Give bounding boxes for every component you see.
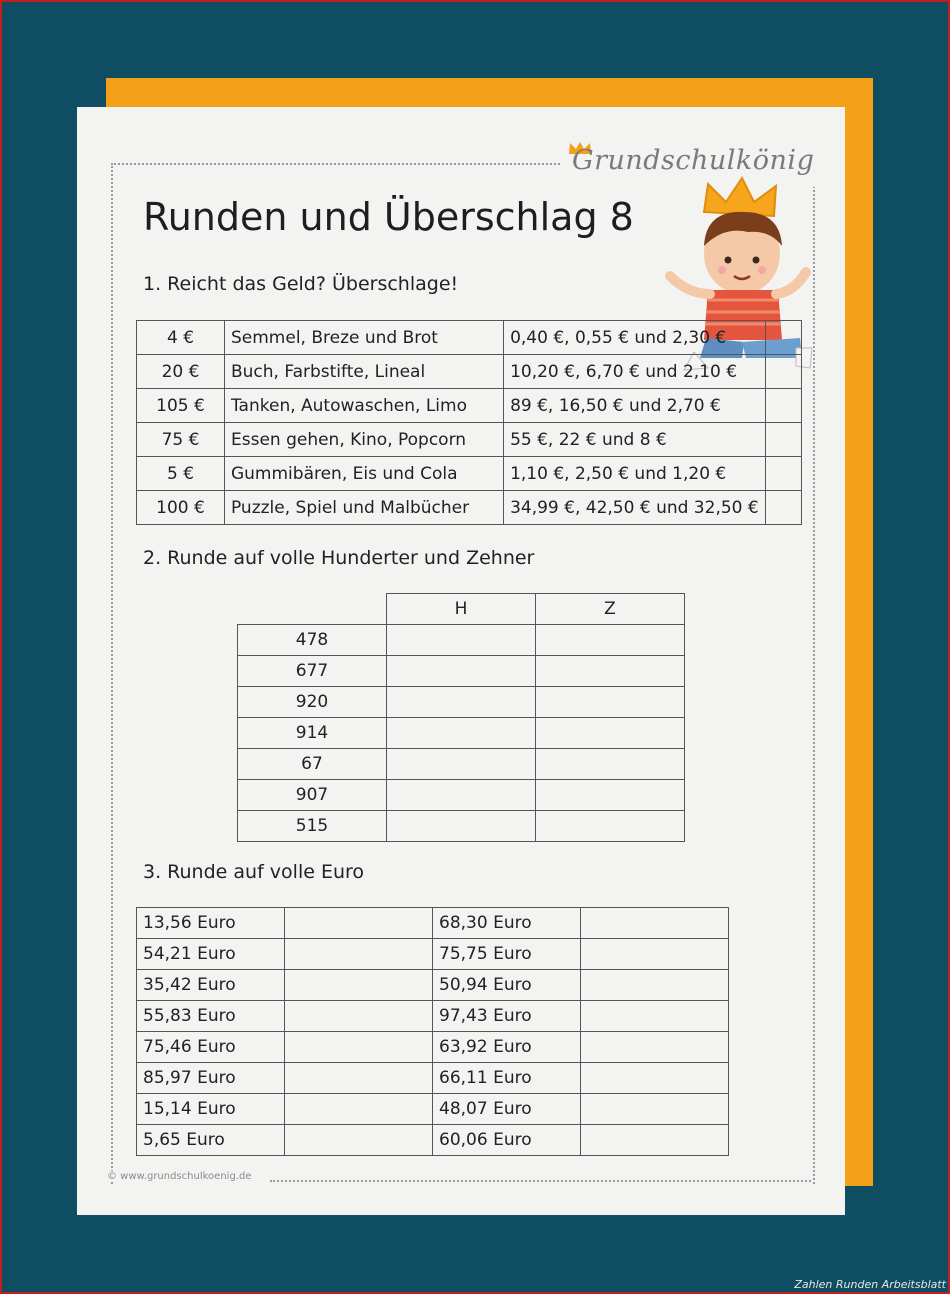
table-row bbox=[137, 908, 729, 939]
euro-value: 48,07 Euro bbox=[433, 1094, 581, 1125]
answer-cell[interactable] bbox=[581, 908, 729, 939]
euro-value: 55,83 Euro bbox=[137, 1001, 285, 1032]
number-cell: 907 bbox=[238, 780, 387, 811]
answer-cell[interactable] bbox=[285, 1125, 433, 1156]
item-prices: 10,20 €, 6,70 € und 2,10 € bbox=[504, 355, 766, 389]
column-header-z: Z bbox=[536, 594, 685, 625]
table-row bbox=[137, 970, 729, 1001]
answer-cell[interactable] bbox=[285, 1001, 433, 1032]
budget-amount: 20 € bbox=[137, 355, 225, 389]
euro-value: 13,56 Euro bbox=[137, 908, 285, 939]
table-row bbox=[238, 749, 685, 780]
table-row bbox=[137, 1032, 729, 1063]
image-caption: Zahlen Runden Arbeitsblatt bbox=[794, 1278, 946, 1291]
euro-value: 66,11 Euro bbox=[433, 1063, 581, 1094]
answer-cell[interactable] bbox=[765, 423, 801, 457]
column-header-h: H bbox=[387, 594, 536, 625]
purchase-items: Buch, Farbstifte, Lineal bbox=[224, 355, 503, 389]
answer-cell[interactable] bbox=[285, 970, 433, 1001]
number-cell: 515 bbox=[238, 811, 387, 842]
budget-amount: 4 € bbox=[137, 321, 225, 355]
table-row bbox=[238, 811, 685, 842]
table-row bbox=[137, 321, 802, 355]
answer-cell-h[interactable] bbox=[387, 656, 536, 687]
euro-value: 60,06 Euro bbox=[433, 1125, 581, 1156]
table-row bbox=[137, 1063, 729, 1094]
answer-cell[interactable] bbox=[285, 908, 433, 939]
number-cell: 914 bbox=[238, 718, 387, 749]
answer-cell-h[interactable] bbox=[387, 780, 536, 811]
table-row bbox=[137, 389, 802, 423]
item-prices: 34,99 €, 42,50 € und 32,50 € bbox=[504, 491, 766, 525]
number-cell: 67 bbox=[238, 749, 387, 780]
number-cell: 920 bbox=[238, 687, 387, 718]
item-prices: 89 €, 16,50 € und 2,70 € bbox=[504, 389, 766, 423]
budget-amount: 105 € bbox=[137, 389, 225, 423]
answer-cell[interactable] bbox=[581, 1094, 729, 1125]
purchase-items: Gummibären, Eis und Cola bbox=[224, 457, 503, 491]
table-row bbox=[137, 1125, 729, 1156]
table-row bbox=[238, 656, 685, 687]
answer-cell-z[interactable] bbox=[536, 749, 685, 780]
answer-cell[interactable] bbox=[765, 457, 801, 491]
budget-amount: 75 € bbox=[137, 423, 225, 457]
section1-heading: 1. Reicht das Geld? Überschlage! bbox=[143, 273, 459, 295]
dotted-frame-bottom bbox=[270, 1180, 811, 1182]
brand-name: Grundschulkönig bbox=[572, 145, 815, 176]
euro-value: 5,65 Euro bbox=[137, 1125, 285, 1156]
euro-value: 68,30 Euro bbox=[433, 908, 581, 939]
answer-cell[interactable] bbox=[581, 939, 729, 970]
euro-rounding-table bbox=[136, 907, 729, 1156]
answer-cell[interactable] bbox=[285, 1094, 433, 1125]
euro-value: 75,46 Euro bbox=[137, 1032, 285, 1063]
euro-value: 75,75 Euro bbox=[433, 939, 581, 970]
table-row bbox=[137, 355, 802, 389]
euro-value: 35,42 Euro bbox=[137, 970, 285, 1001]
answer-cell[interactable] bbox=[581, 1001, 729, 1032]
empty-header-cell bbox=[238, 594, 387, 625]
answer-cell[interactable] bbox=[285, 1032, 433, 1063]
table-row bbox=[137, 1001, 729, 1032]
answer-cell[interactable] bbox=[765, 389, 801, 423]
answer-cell-h[interactable] bbox=[387, 811, 536, 842]
euro-value: 63,92 Euro bbox=[433, 1032, 581, 1063]
table-row bbox=[137, 939, 729, 970]
euro-value: 15,14 Euro bbox=[137, 1094, 285, 1125]
answer-cell[interactable] bbox=[581, 1125, 729, 1156]
answer-cell-h[interactable] bbox=[387, 687, 536, 718]
table-row bbox=[137, 1094, 729, 1125]
euro-value: 54,21 Euro bbox=[137, 939, 285, 970]
answer-cell[interactable] bbox=[765, 491, 801, 525]
number-cell: 478 bbox=[238, 625, 387, 656]
table-row bbox=[238, 780, 685, 811]
answer-cell-h[interactable] bbox=[387, 625, 536, 656]
page-title: Runden und Überschlag 8 bbox=[143, 195, 634, 239]
budget-amount: 5 € bbox=[137, 457, 225, 491]
budget-amount: 100 € bbox=[137, 491, 225, 525]
table-row bbox=[137, 457, 802, 491]
answer-cell-z[interactable] bbox=[536, 687, 685, 718]
item-prices: 0,40 €, 0,55 € und 2,30 € bbox=[504, 321, 766, 355]
table-row bbox=[238, 718, 685, 749]
table-row bbox=[238, 625, 685, 656]
euro-value: 85,97 Euro bbox=[137, 1063, 285, 1094]
euro-value: 50,94 Euro bbox=[433, 970, 581, 1001]
section3-heading: 3. Runde auf volle Euro bbox=[143, 861, 365, 883]
answer-cell-z[interactable] bbox=[536, 625, 685, 656]
answer-cell-z[interactable] bbox=[536, 811, 685, 842]
answer-cell[interactable] bbox=[765, 355, 801, 389]
item-prices: 1,10 €, 2,50 € und 1,20 € bbox=[504, 457, 766, 491]
answer-cell-h[interactable] bbox=[387, 749, 536, 780]
answer-cell-z[interactable] bbox=[536, 718, 685, 749]
answer-cell[interactable] bbox=[581, 1063, 729, 1094]
copyright-footer: © www.grundschulkoenig.de bbox=[107, 1171, 255, 1182]
budget-table bbox=[136, 320, 802, 525]
answer-cell[interactable] bbox=[285, 939, 433, 970]
answer-cell-z[interactable] bbox=[536, 780, 685, 811]
answer-cell[interactable] bbox=[285, 1063, 433, 1094]
answer-cell-h[interactable] bbox=[387, 718, 536, 749]
table-header-row bbox=[238, 594, 685, 625]
answer-cell[interactable] bbox=[581, 970, 729, 1001]
purchase-items: Semmel, Breze und Brot bbox=[224, 321, 503, 355]
item-prices: 55 €, 22 € und 8 € bbox=[504, 423, 766, 457]
answer-cell-z[interactable] bbox=[536, 656, 685, 687]
table-row bbox=[137, 491, 802, 525]
section2-heading: 2. Runde auf volle Hunderter und Zehner bbox=[143, 547, 535, 569]
number-cell: 677 bbox=[238, 656, 387, 687]
euro-value: 97,43 Euro bbox=[433, 1001, 581, 1032]
table-row bbox=[137, 423, 802, 457]
answer-cell[interactable] bbox=[765, 321, 801, 355]
purchase-items: Puzzle, Spiel und Malbücher bbox=[224, 491, 503, 525]
rounding-table bbox=[237, 593, 685, 842]
answer-cell[interactable] bbox=[581, 1032, 729, 1063]
purchase-items: Essen gehen, Kino, Popcorn bbox=[224, 423, 503, 457]
purchase-items: Tanken, Autowaschen, Limo bbox=[224, 389, 503, 423]
table-row bbox=[238, 687, 685, 718]
